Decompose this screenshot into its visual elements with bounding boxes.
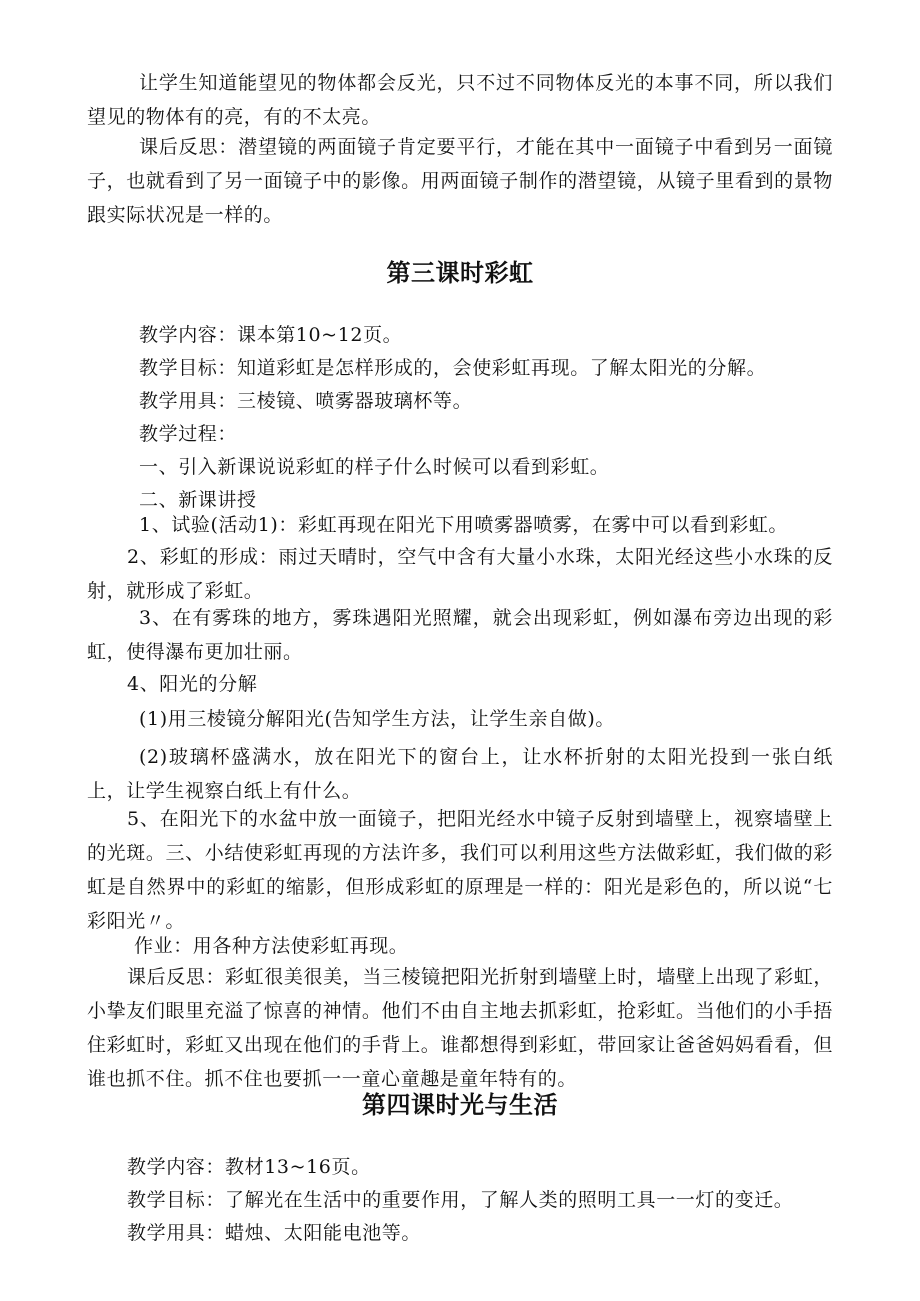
lesson4-tools: 教学用具：蜡烛、太阳能电池等。 [127, 1222, 422, 1244]
lesson4-title: 第四课时光与生活 [362, 1091, 558, 1119]
lesson3-item4-sub2: (2)玻璃杯盛满水，放在阳光下的窗台上，让水杯折射的太阳光投到一张白纸上，让学生视察白纸上有什么。 [87, 746, 833, 802]
lesson3-tools: 教学用具：三棱镜、喷雾器玻璃杯等。 [139, 390, 473, 412]
lesson3-goal: 教学目标：知道彩虹是怎样形成的，会使彩虹再现。了解太阳光的分解。 [139, 357, 767, 379]
lesson3-step1: 一、引入新课说说彩虹的样子什么时候可以看到彩虹。 [139, 456, 610, 478]
lesson3-homework: 作业：用各种方法使彩虹再现。 [134, 935, 409, 957]
lesson3-item2: 2、彩虹的形成：雨过天晴时，空气中含有大量小水珠，太阳光经这些小水珠的反射，就形成了彩虹。 [87, 546, 833, 602]
lesson3-content: 教学内容：课本第10~12页。 [139, 324, 403, 346]
lesson4-content: 教学内容：教材13~16页。 [127, 1156, 371, 1178]
lesson3-title: 第三课时彩虹 [386, 259, 534, 287]
lesson3-item5: 5、在阳光下的水盆中放一面镜子，把阳光经水中镜子反射到墙壁上，视察墙壁上的光斑。三、小结使彩虹再现的方法许多，我们可以利用这些方法做彩虹，我们做的彩虹是自然界中的彩虹的缩影，但形成彩虹的原理是一样的：阳光是彩色的，所以说“七彩阳光〃。 [87, 808, 833, 932]
lesson3-item3: 3、在有雾珠的地方，雾珠遇阳光照耀，就会出现彩虹，例如瀑布旁边出现的彩虹，使得瀑布更加壮丽。 [87, 607, 833, 663]
paragraph-periscope-reflection: 课后反思：潜望镜的两面镜子肯定要平行，才能在其中一面镜子中看到另一面镜子，也就看到了另一面镜子中的影像。用两面镜子制作的潜望镜，从镜子里看到的景物跟实际状况是一样的。 [87, 136, 833, 226]
lesson3-step2: 二、新课讲授 [139, 489, 257, 511]
lesson3-item4-sub1: (1)用三棱镜分解阳光(告知学生方法，让学生亲自做)。 [139, 708, 615, 730]
paragraph-reflect-light: 让学生知道能望见的物体都会反光，只不过不同物体反光的本事不同，所以我们望见的物体有的亮，有的不太亮。 [87, 72, 833, 128]
lesson4-goal: 教学目标：了解光在生活中的重要作用，了解人类的照明工具一一灯的变迁。 [127, 1189, 794, 1211]
lesson3-process: 教学过程： [139, 423, 238, 445]
lesson3-reflection: 课后反思：彩虹很美很美，当三棱镜把阳光折射到墙壁上时，墙壁上出现了彩虹，小挚友们眼里充溢了惊喜的神情。他们不由自主地去抓彩虹，抢彩虹。当他们的小手捂住彩虹时，彩虹又出现在他们的手背上。谁都想得到彩虹，带回家让爸爸妈妈看看，但谁也抓不住。抓不住也要抓一一童心童趣是童年特有的。 [87, 966, 833, 1090]
lesson3-item4: 4、阳光的分解 [127, 673, 258, 695]
lesson3-item1: 1、试验(活动1)：彩虹再现在阳光下用喷雾器喷雾，在雾中可以看到彩虹。 [139, 514, 789, 536]
